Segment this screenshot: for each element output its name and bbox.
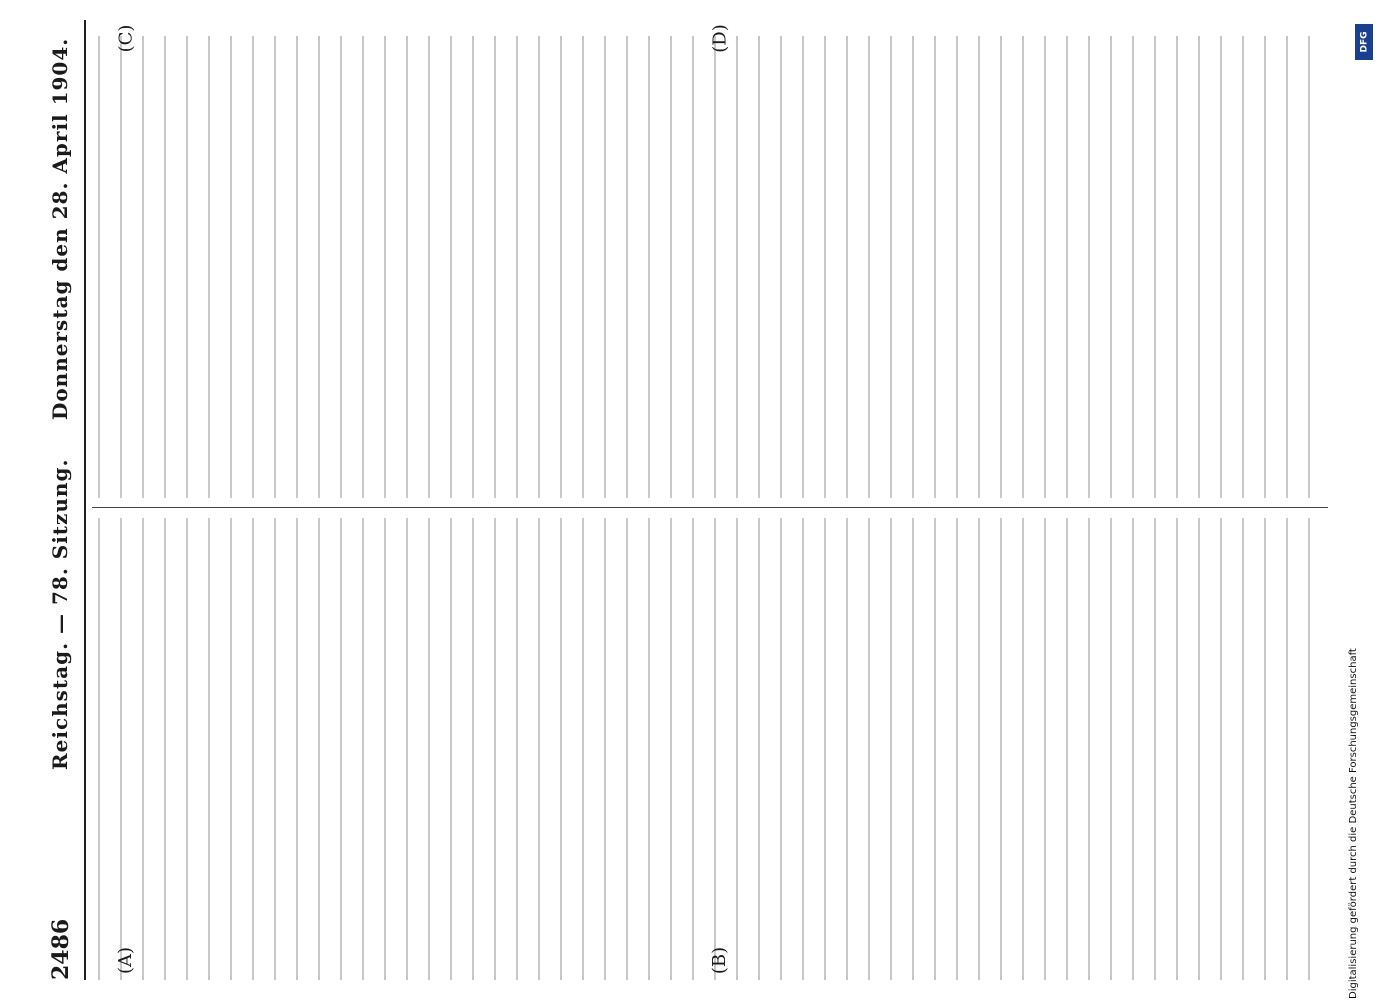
margin-letter-a: (A)	[115, 946, 137, 975]
session-date: Donnerstag den 28. April 1904.	[48, 37, 72, 420]
page-header	[40, 20, 80, 980]
page-number: 2486	[48, 918, 74, 980]
text-block-placeholder	[98, 518, 1318, 980]
margin-letter-c: (C)	[115, 24, 137, 53]
running-head: Reichstag. — 78. Sitzung.	[48, 458, 72, 770]
dfg-logo: DFG	[1355, 24, 1373, 60]
text-block-placeholder	[98, 36, 1318, 498]
text-column-right	[98, 36, 1328, 498]
margin-letter-d: (D)	[709, 24, 731, 53]
text-column-left	[98, 518, 1328, 980]
column-divider	[92, 507, 1328, 508]
digitization-credit-text: Digitalisierung gefördert durch die Deutsche Forschungsgemeinschaft	[1348, 648, 1359, 999]
document-page	[40, 20, 1340, 980]
margin-letter-b: (B)	[709, 946, 731, 975]
header-rule	[84, 20, 86, 980]
digitization-credit	[1348, 12, 1379, 999]
